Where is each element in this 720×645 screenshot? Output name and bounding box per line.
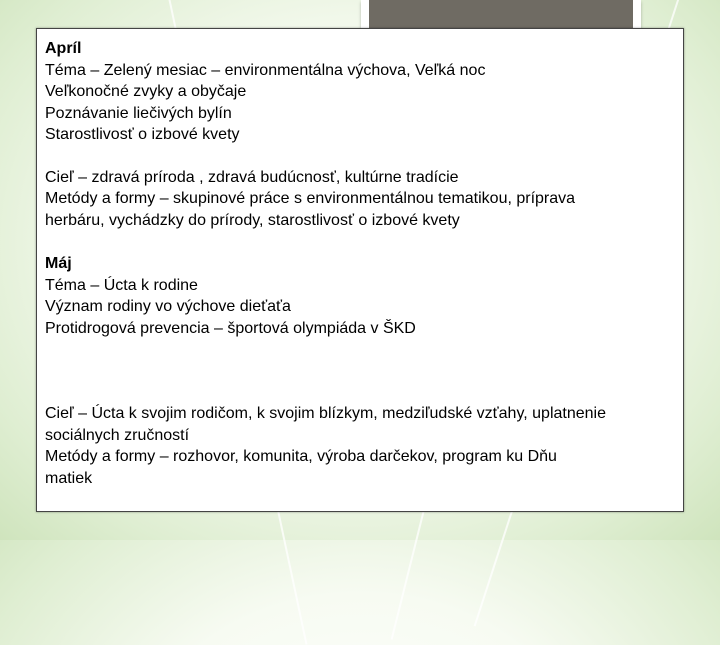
april-goal-line: Cieľ – zdravá príroda , zdravá budúcnosť, kultúrne tradície xyxy=(45,168,459,186)
april-line: Veľkonočné zvyky a obyčaje xyxy=(45,83,247,100)
april-line: Poznávanie liečivých bylín xyxy=(45,104,232,122)
may-section xyxy=(45,253,683,339)
may-line: Význam rodiny vo výchove dieťaťa xyxy=(45,298,291,315)
may-goal-line: Cieľ – Úcta k svojim rodičom, k svojim blízkym, medziľudské vzťahy, uplatnenie xyxy=(45,405,606,422)
content-text-box xyxy=(36,28,684,512)
may-goals xyxy=(45,403,683,489)
may-line: Protidrogová prevencia – športová olympiáda v ŠKD xyxy=(45,319,416,337)
april-methods-line: herbáru, vychádzky do prírody, starostlivosť o izbové kvety xyxy=(45,211,460,229)
may-heading: Máj xyxy=(45,255,72,272)
april-line: Starostlivosť o izbové kvety xyxy=(45,126,240,143)
april-section xyxy=(45,38,683,146)
may-goal-line: sociálnych zručností xyxy=(45,426,190,444)
may-methods-line: matiek xyxy=(45,469,93,487)
april-theme-line: Téma – Zelený mesiac – environmentálna výchova, Veľká noc xyxy=(45,61,486,79)
april-methods-line: Metódy a formy – skupinové práce s environmentálnou tematikou, príprava xyxy=(45,190,576,207)
may-theme-line: Téma – Úcta k rodine xyxy=(45,276,198,294)
april-heading: Apríl xyxy=(45,40,82,57)
may-methods-line: Metódy a formy – rozhovor, komunita, výroba darčekov, program ku Dňu xyxy=(45,448,557,465)
april-goals xyxy=(45,167,683,232)
